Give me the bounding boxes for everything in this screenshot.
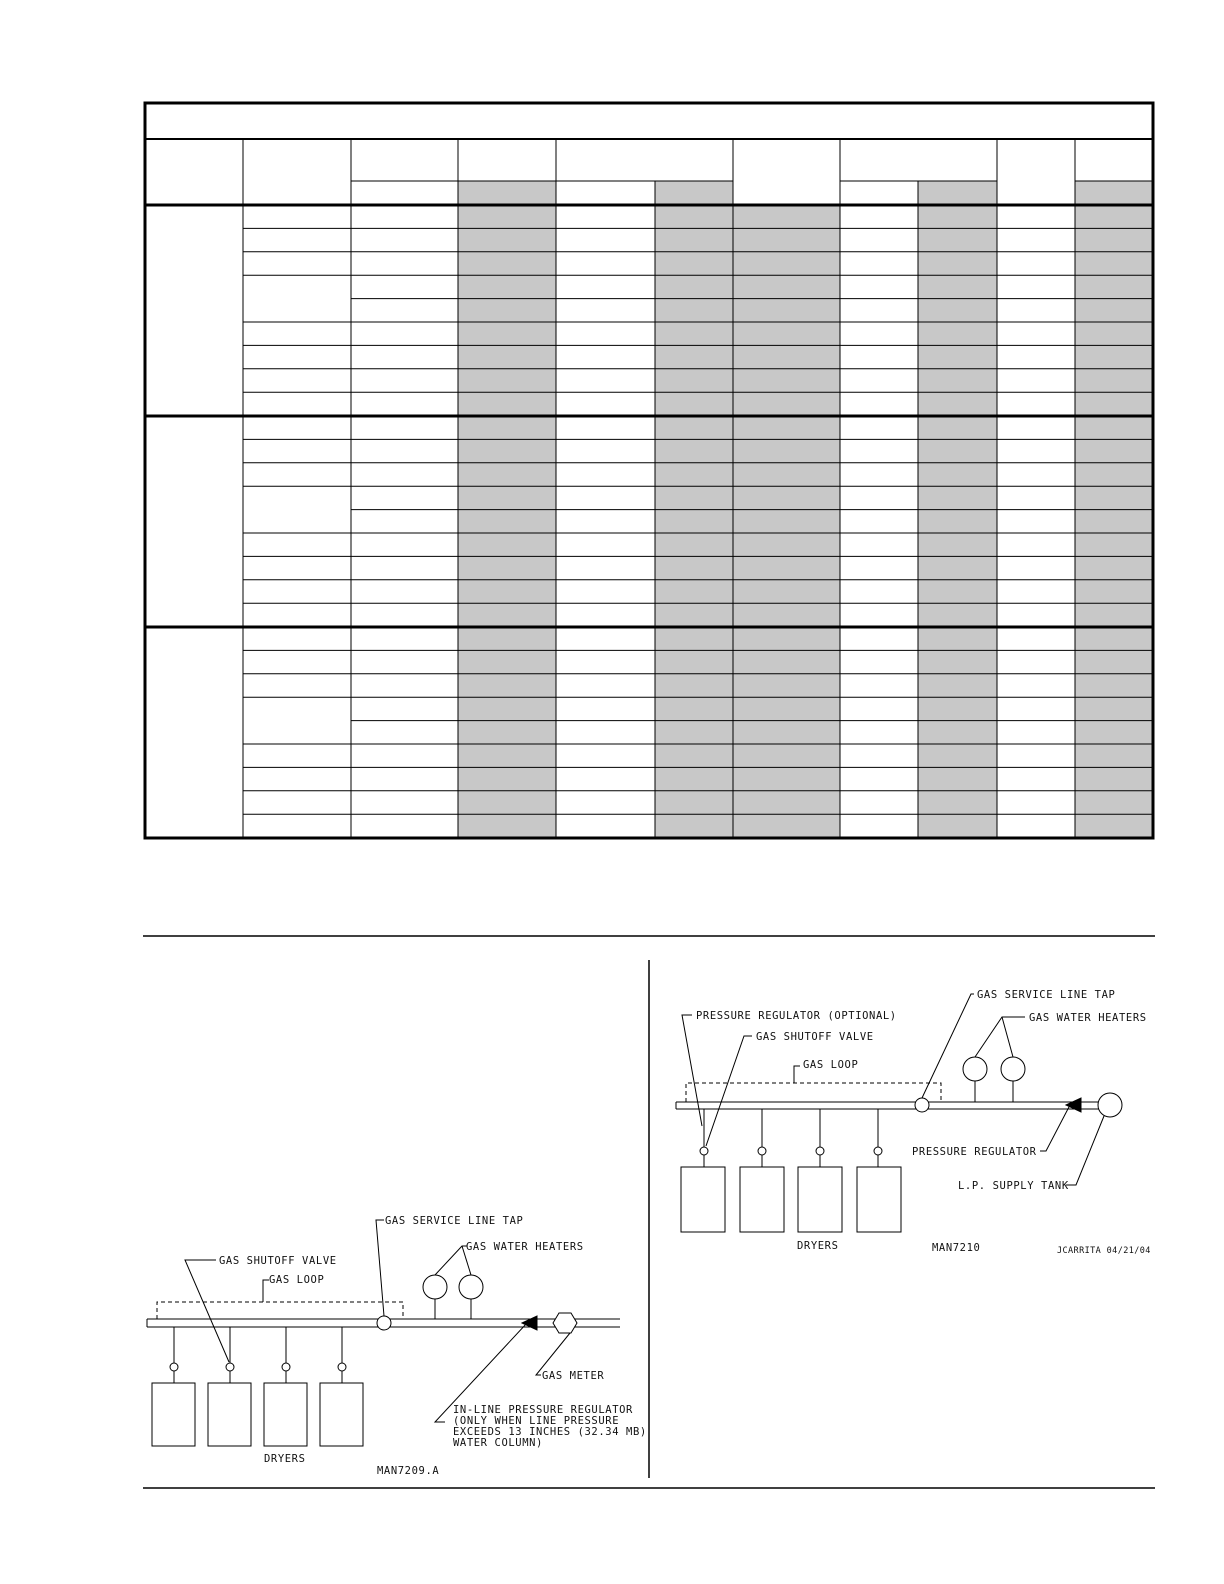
label-pressure-regulator-optional: PRESSURE REGULATOR (OPTIONAL) [696,1010,897,1022]
pressure-regulator-arrow [522,1316,537,1330]
label-gas-water-heaters: GAS WATER HEATERS [466,1241,584,1253]
water-heater-symbol [459,1275,483,1299]
table-header-shaded-cell [655,181,733,205]
label-regulator-line-4: WATER COLUMN) [453,1437,543,1449]
dryer-drops [170,1327,346,1383]
table-shaded-column [458,205,556,838]
label-gas-service-line-tap: GAS SERVICE LINE TAP [977,989,1116,1001]
label-regulator-line-2: (ONLY WHEN LINE PRESSURE [453,1415,620,1427]
label-gas-meter: GAS METER [542,1370,605,1382]
dryer-unit [152,1383,195,1446]
water-heater-symbol [423,1275,447,1299]
water-heater-symbol [963,1057,987,1081]
dryer-unit [681,1167,725,1232]
label-gas-service-line-tap: GAS SERVICE LINE TAP [385,1215,524,1227]
water-heater-symbol [1001,1057,1025,1081]
label-lp-supply-tank: L.P. SUPPLY TANK [958,1180,1069,1192]
gas-service-line-tap-symbol [377,1316,391,1330]
table-shaded-column [733,205,840,838]
table-outer-border [145,103,1153,838]
table-header-shaded-cell [1075,181,1153,205]
dryer-unit [740,1167,784,1232]
table-header-shaded-cell [458,181,556,205]
label-gas-shutoff-valve: GAS SHUTOFF VALVE [219,1255,337,1267]
gas-meter-symbol [553,1313,577,1333]
table-shaded-column [1075,205,1153,838]
dryer-unit [320,1383,363,1446]
gas-specification-table [145,103,1153,838]
label-gas-loop: GAS LOOP [803,1059,859,1071]
dryer-unit [264,1383,307,1446]
label-pressure-regulator: PRESSURE REGULATOR [912,1146,1037,1158]
dryer-drops [700,1109,882,1167]
label-dryers: DRYERS [797,1240,839,1252]
dryer-unit [857,1167,901,1232]
label-gas-loop: GAS LOOP [269,1274,325,1286]
lp-supply-tank-symbol [1098,1093,1122,1117]
label-gas-water-heaters: GAS WATER HEATERS [1029,1012,1147,1024]
table-header-shaded-cell [918,181,997,205]
author-date-stamp: JCARRITA 04/21/04 [1057,1246,1151,1256]
dryer-unit [798,1167,842,1232]
label-gas-shutoff-valve: GAS SHUTOFF VALVE [756,1031,874,1043]
pressure-regulator-arrow [1066,1098,1081,1112]
drawing-id: MAN7209.A [377,1465,440,1477]
drawing-id: MAN7210 [932,1242,981,1254]
gas-loop-dashed-line [157,1302,403,1319]
lp-gas-piping-diagram [676,994,1122,1232]
gas-service-line-tap-symbol [915,1098,929,1112]
table-shaded-column [918,205,997,838]
dryer-unit [208,1383,251,1446]
label-dryers: DRYERS [264,1453,306,1465]
label-regulator-line-1: IN-LINE PRESSURE REGULATOR [453,1404,633,1416]
table-shaded-column [655,205,733,838]
label-regulator-line-3: EXCEEDS 13 INCHES (32.34 MB) [453,1426,647,1438]
